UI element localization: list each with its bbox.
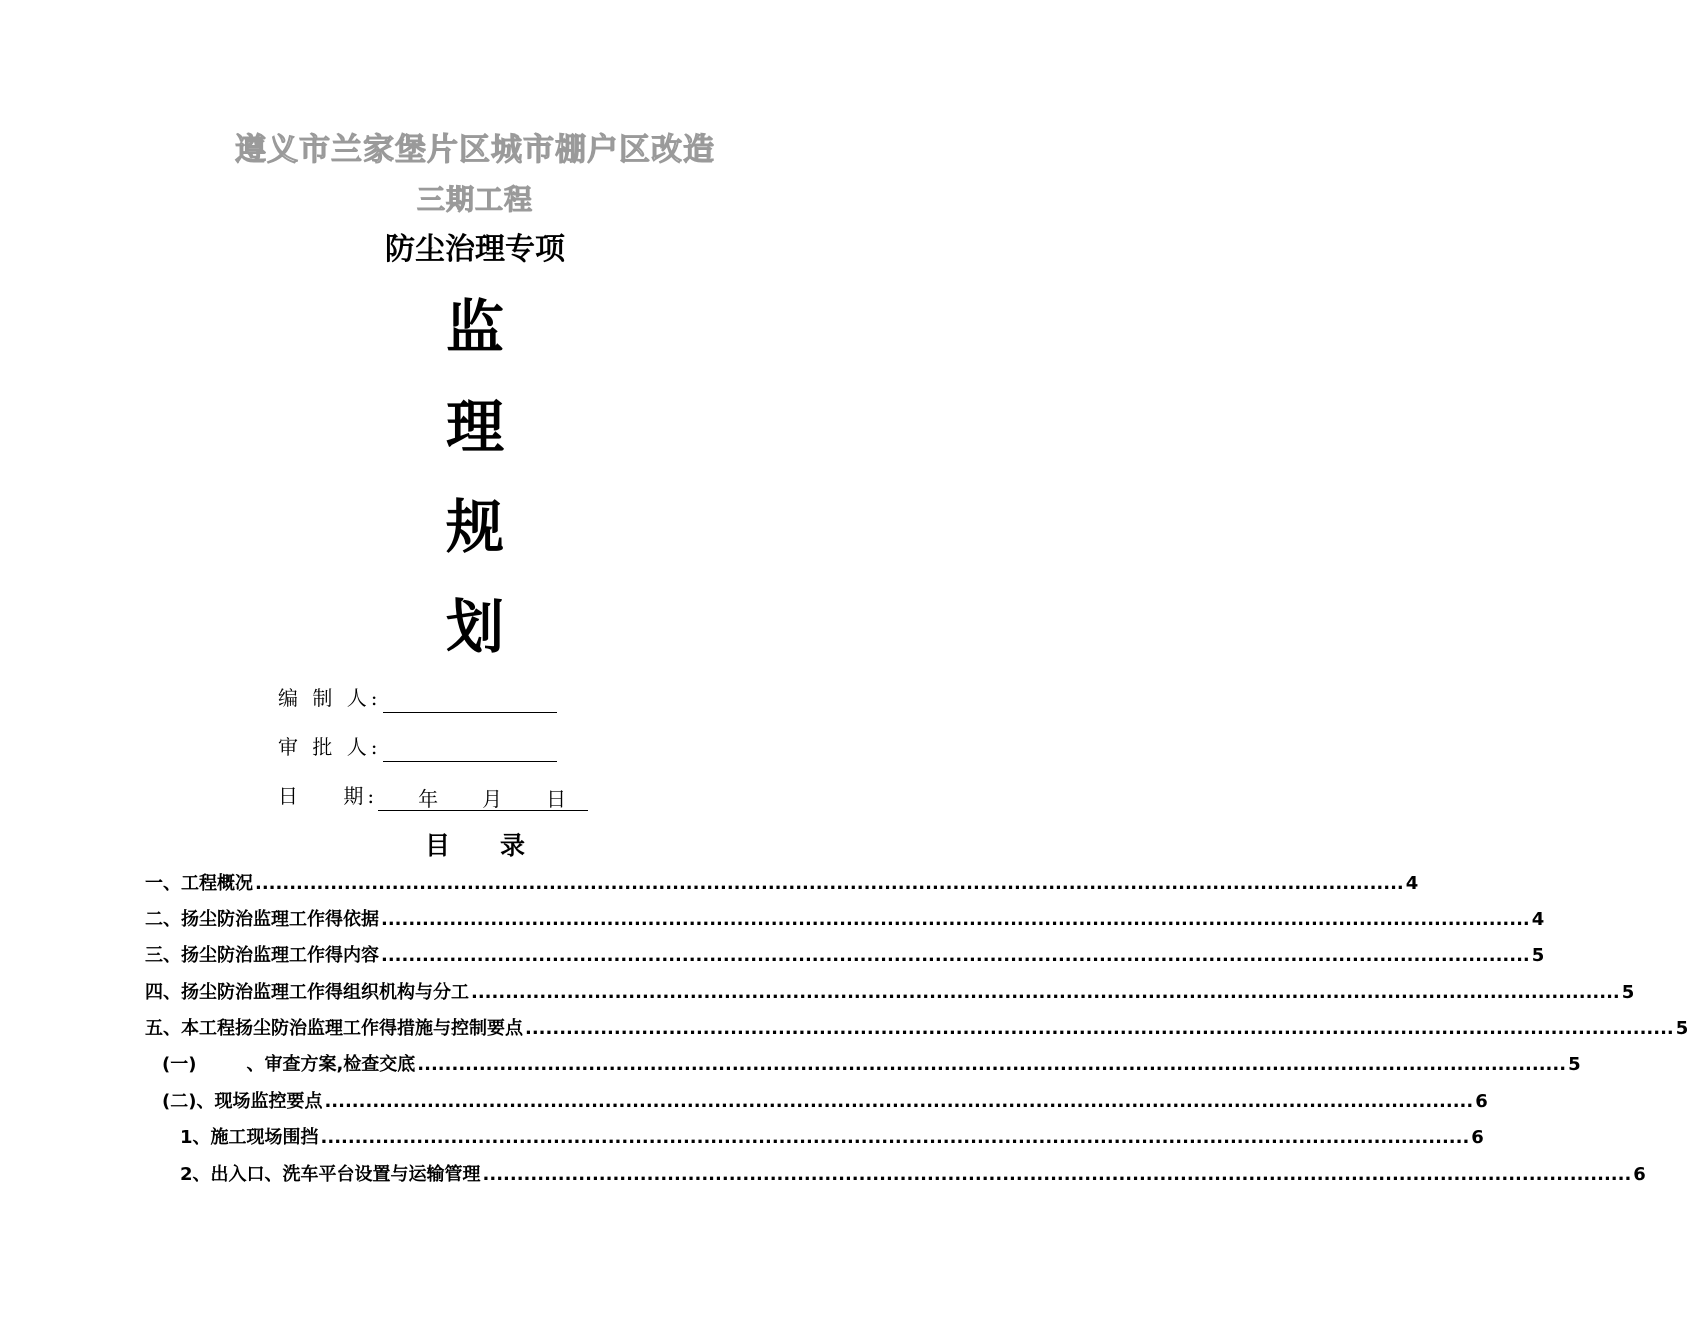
toc-entry[interactable]	[180, 1161, 1646, 1189]
toc-entry-text: 三、扬尘防治监理工作得内容	[145, 945, 379, 966]
date-row	[278, 781, 588, 811]
toc-entry-page: 5	[1568, 1054, 1581, 1075]
toc-leader-dots: ........................................................................................................................................................................	[255, 873, 1404, 894]
compiler-row	[278, 683, 557, 713]
toc-entry-text: 一、工程概况	[145, 873, 253, 894]
toc-entry-text: 2、出入口、洗车平台设置与运输管理	[180, 1164, 481, 1185]
toc-leader-dots: ........................................................................................................................................................................	[482, 1164, 1632, 1185]
toc-entry[interactable]	[162, 1051, 1581, 1079]
toc-entry-page: 6	[1471, 1127, 1484, 1148]
toc-entry-text: 四、扬尘防治监理工作得组织机构与分工	[145, 982, 469, 1003]
toc-leader-dots: ........................................................................................................................................................................	[324, 1091, 1474, 1112]
toc-entry[interactable]	[162, 1088, 1488, 1116]
toc-leader-dots: ........................................................................................................................................................................	[471, 982, 1620, 1003]
toc-entry-page: 5	[1675, 1018, 1688, 1039]
toc-leader-dots: ........................................................................................................................................................................	[381, 909, 1530, 930]
toc-entry[interactable]	[145, 906, 1545, 934]
toc-entry-text	[162, 1051, 415, 1079]
big-title-char-4: 划	[445, 593, 504, 661]
toc-entry-number: (一)	[162, 1054, 197, 1075]
toc-entry-title: 、审查方案,检查交底	[246, 1054, 416, 1075]
toc-entry-page: 4	[1531, 909, 1545, 930]
approver-label: 审 批 人:	[278, 735, 382, 759]
toc-entry[interactable]	[145, 942, 1545, 970]
toc-leader-dots: ........................................................................................................................................................................	[525, 1018, 1674, 1039]
big-title-char-2: 理	[445, 393, 504, 461]
toc-entry[interactable]	[145, 1015, 1688, 1043]
toc-entry-page: 5	[1621, 982, 1635, 1003]
compiler-label: 编 制 人:	[278, 686, 382, 710]
toc-entry-page: 5	[1531, 945, 1545, 966]
date-blank[interactable]	[378, 784, 588, 811]
approver-row	[278, 732, 557, 762]
toc-entry-text: 五、本工程扬尘防治监理工作得措施与控制要点	[145, 1018, 523, 1039]
project-title-line2: 三期工程	[416, 183, 533, 216]
toc-entry-text: (二)、现场监控要点	[162, 1091, 323, 1112]
date-label: 日 期:	[278, 784, 379, 808]
date-month: 月	[482, 787, 503, 811]
toc-heading	[0, 826, 950, 866]
toc-heading-right: 录	[500, 831, 526, 860]
date-year: 年	[418, 787, 439, 811]
toc-entry[interactable]	[145, 979, 1635, 1007]
toc-entry-text: 二、扬尘防治监理工作得依据	[145, 909, 379, 930]
toc-leader-dots: ........................................................................................................................................................................	[381, 945, 1530, 966]
compiler-blank[interactable]	[383, 690, 557, 713]
big-title-char-1: 监	[445, 293, 504, 361]
project-title-line1: 遵义市兰家堡片区城市棚户区改造	[235, 132, 715, 168]
toc-entry[interactable]	[145, 870, 1419, 898]
approver-blank[interactable]	[383, 739, 557, 762]
toc-leader-dots: ........................................................................................................................................................................	[320, 1127, 1470, 1148]
subtitle: 防尘治理专项	[385, 232, 565, 267]
big-title-char-3: 规	[445, 493, 504, 561]
toc-leader-dots: ........................................................................................................................................................................	[417, 1054, 1567, 1075]
toc-entry-page: 4	[1405, 873, 1419, 894]
toc-entry[interactable]	[180, 1124, 1484, 1152]
toc-entry-text: 1、施工现场围挡	[180, 1127, 319, 1148]
toc-entry-page: 6	[1633, 1164, 1646, 1185]
date-day: 日	[546, 787, 567, 811]
toc-heading-left: 目	[424, 831, 450, 860]
toc-entry-page: 6	[1475, 1091, 1488, 1112]
